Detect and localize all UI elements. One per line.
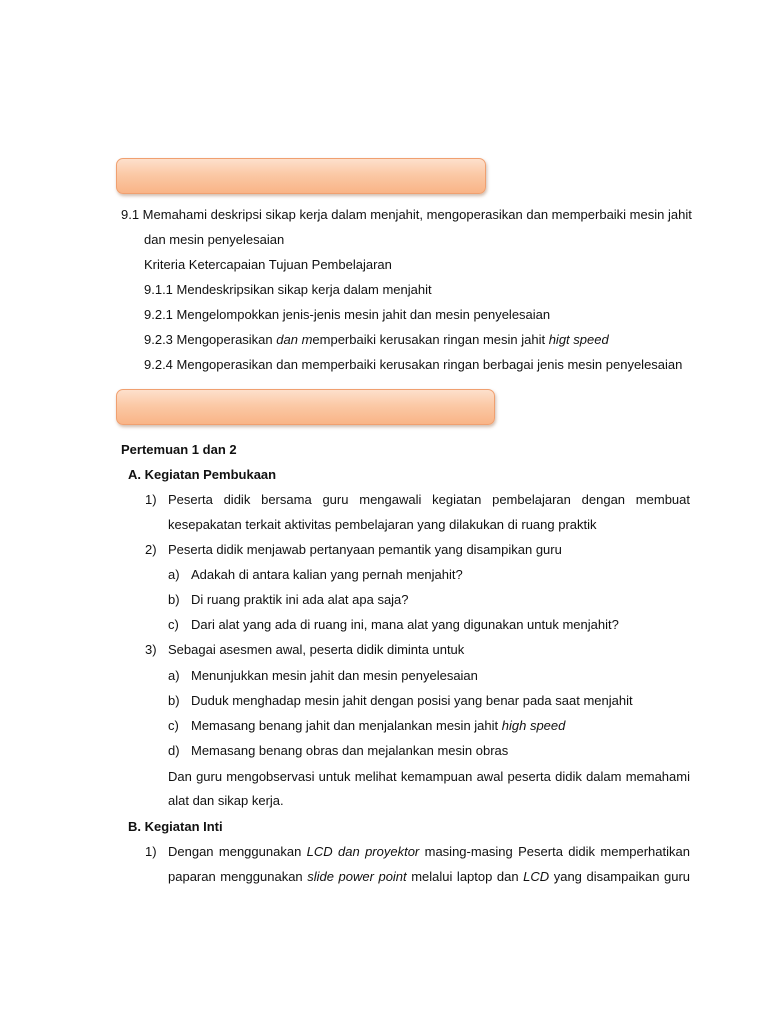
section-b-heading: B. Kegiatan Inti <box>128 819 223 834</box>
item-b1-line-2-part-3: melalui laptop dan <box>406 869 524 884</box>
item-a2b-text: Di ruang praktik ini ada alat apa saja? <box>191 592 409 607</box>
section-a-heading: A. Kegiatan Pembukaan <box>128 467 277 482</box>
item-a2a-text: Adakah di antara kalian yang pernah menjahit? <box>191 567 463 582</box>
item-a3c-text-part-1: Memasang benang jahit dan menjalankan mesin jahit <box>191 718 502 733</box>
criteria-item-3-part-2: dan m <box>276 332 313 347</box>
criteria-title: Kriteria Ketercapaian Tujuan Pembelajaran <box>144 257 392 272</box>
item-a2b-letter: b) <box>168 592 180 607</box>
criteria-item-1: 9.1.1 Mendeskripsikan sikap kerja dalam menjahit <box>144 282 432 297</box>
item-a2c-letter: c) <box>168 617 179 632</box>
item-b1-line-2-part-4: LCD <box>523 869 550 884</box>
item-b1-line-1-part-1: Dengan menggunakan <box>168 844 307 859</box>
item-a3-note-line-2: alat dan sikap kerja. <box>168 793 284 808</box>
item-a3c-letter: c) <box>168 718 179 733</box>
item-a1-number: 1) <box>145 492 157 507</box>
item-a2-text: Peserta didik menjawab pertanyaan pemantik yang disampikan guru <box>168 542 562 557</box>
item-b1-line-2 <box>168 869 690 885</box>
objective-main-line-1: 9.1 Memahami deskripsi sikap kerja dalam menjahit, mengoperasikan dan memperbaiki mesin jahit <box>121 207 692 222</box>
item-a2a-letter: a) <box>168 567 180 582</box>
item-a3c-text <box>191 718 565 734</box>
item-a3a-text: Menunjukkan mesin jahit dan mesin penyelesaian <box>191 668 478 683</box>
item-a2-number: 2) <box>145 542 157 557</box>
item-b1-line-1 <box>168 844 690 860</box>
item-b1-line-1-part-3: masing-masing Peserta didik memperhatikan <box>419 844 690 859</box>
item-b1-number: 1) <box>145 844 157 859</box>
section-header-banner-activities <box>116 389 495 425</box>
criteria-item-3-part-3: emperbaiki kerusakan ringan mesin jahit <box>312 332 549 347</box>
item-a3-number: 3) <box>145 642 157 657</box>
item-a3b-letter: b) <box>168 693 180 708</box>
item-b1-line-2-part-2: slide power point <box>307 869 407 884</box>
objective-main-line-2: dan mesin penyelesaian <box>144 232 285 247</box>
item-a3-text: Sebagai asesmen awal, peserta didik diminta untuk <box>168 642 465 657</box>
item-a3a-letter: a) <box>168 668 180 683</box>
item-a3c-text-part-2: high speed <box>501 718 566 733</box>
section-header-banner-objectives <box>116 158 486 194</box>
item-a3d-letter: d) <box>168 743 180 758</box>
criteria-item-3-part-1: 9.2.3 Mengoperasikan <box>144 332 277 347</box>
criteria-item-3 <box>144 332 609 348</box>
item-b1-line-1-part-2: LCD dan proyektor <box>306 844 420 859</box>
criteria-item-2: 9.2.1 Mengelompokkan jenis-jenis mesin jahit dan mesin penyelesaian <box>144 307 551 322</box>
item-b1-line-2-part-1: paparan menggunakan <box>168 869 308 884</box>
meeting-title: Pertemuan 1 dan 2 <box>121 442 237 457</box>
item-a3b-text: Duduk menghadap mesin jahit dengan posisi yang benar pada saat menjahit <box>191 693 633 708</box>
item-a1-line-1: Peserta didik bersama guru mengawali kegiatan pembelajaran dengan membuat <box>168 492 690 507</box>
item-a3d-text: Memasang benang obras dan mejalankan mesin obras <box>191 743 509 758</box>
item-a2c-text: Dari alat yang ada di ruang ini, mana alat yang digunakan untuk menjahit? <box>191 617 619 632</box>
item-b1-line-2-part-5: yang disampaikan guru <box>549 869 691 884</box>
item-a1-line-2: kesepakatan terkait aktivitas pembelajaran yang dilakukan di ruang praktik <box>168 517 597 532</box>
criteria-item-4: 9.2.4 Mengoperasikan dan memperbaiki kerusakan ringan berbagai jenis mesin penyelesaian <box>144 357 683 372</box>
criteria-item-3-part-4: higt speed <box>548 332 609 347</box>
item-a3-note-line-1: Dan guru mengobservasi untuk melihat kemampuan awal peserta didik dalam memahami <box>168 769 690 784</box>
